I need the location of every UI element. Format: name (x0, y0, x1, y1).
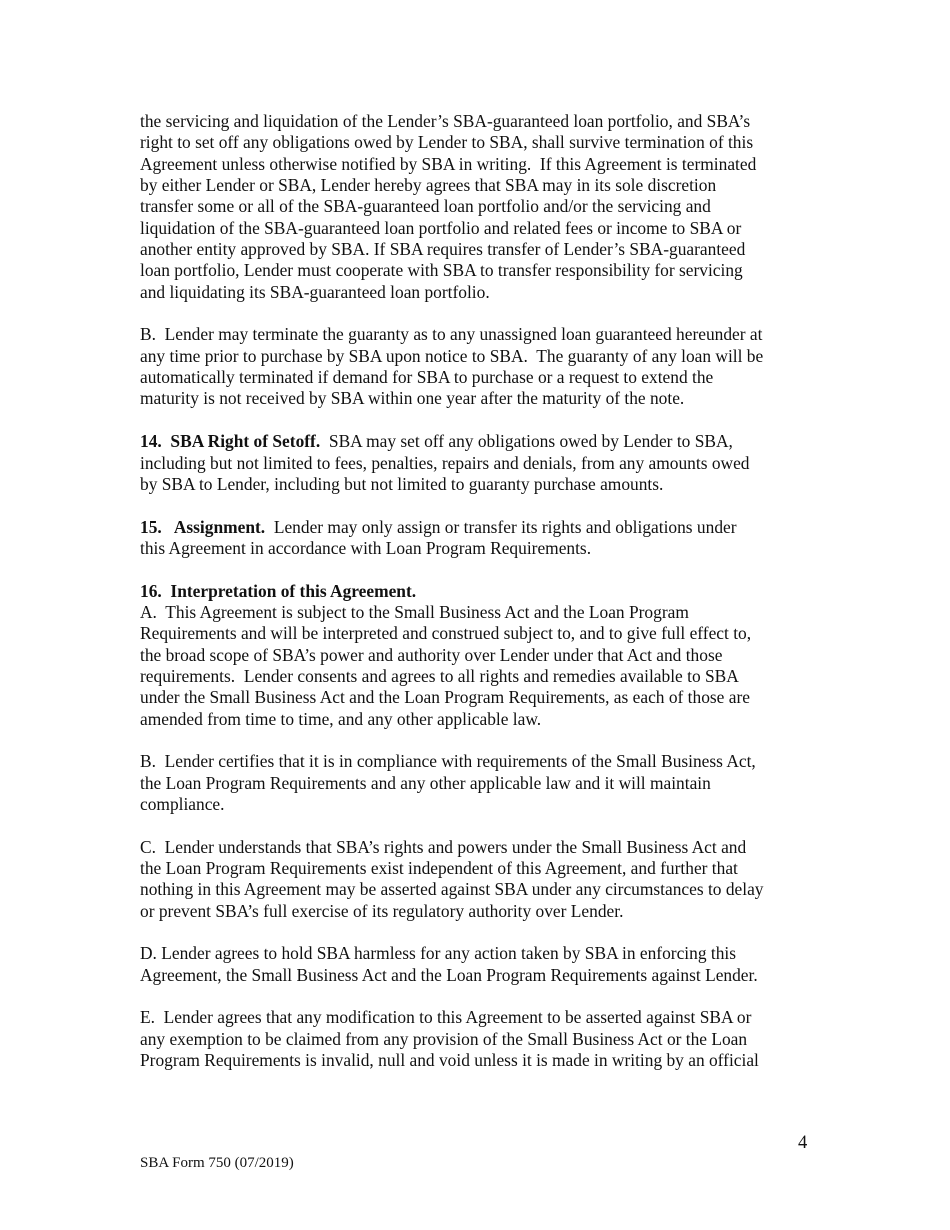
paragraph-gap (140, 559, 820, 580)
paragraph-gap (140, 922, 820, 943)
paragraph-continuation: the servicing and liquidation of the Lender’s SBA-guaranteed loan portfolio, and SBA’s right to set off any obligations owed by Lender to SBA, shall survive termination of this Agreement unless otherwise notified by SBA in writing. If this Agreement is terminated by either Lender or SBA, Lender hereby agrees that SBA may in its sole discretion transfer some or all of the SBA-guaranteed loan portfolio and/or the servicing and liquidation of the SBA-guaranteed loan portfolio and related fees or income to SBA or another entity approved by SBA. If SBA requires transfer of Lender’s SBA-guaranteed loan portfolio, Lender must cooperate with SBA to transfer responsibility for servicing and liquidating its SBA-guaranteed loan portfolio. (140, 111, 757, 302)
section-16-a: A. This Agreement is subject to the Small Business Act and the Loan Program Requirements and will be interpreted and construed subject to, and to give full effect to, the broad scope of SBA’s power and authority over Lender under that Act and those requirements. Lender consents and agrees to all rights and remedies available to SBA under the Small Business Act and the Loan Program Requirements, as each of those are amended from time to time, and any other applicable law. (140, 601, 752, 729)
section-16-e: E. Lender agrees that any modification to this Agreement to be asserted against SBA or any exemption to be claimed from any provision of the Small Business Act or the Loan Program Requirements is invalid, null and void unless it is made in writing by an official (140, 1007, 759, 1071)
page-number: 4 (798, 1133, 808, 1153)
paragraph-gap (140, 410, 820, 431)
document-body (140, 111, 820, 1071)
paragraph-termination-b: B. Lender may terminate the guaranty as to any unassigned loan guaranteed hereunder at any time prior to purchase by SBA upon notice to SBA. The guaranty of any loan will be automatically terminated if demand for SBA to purchase or a request to extend the maturity is not received by SBA within one year after the maturity of the note. (140, 324, 764, 409)
paragraph-gap (140, 495, 820, 516)
section-14-text: SBA may set off any obligations owed by Lender to SBA, including but not limited to fees, penalties, repairs and denials, from any amounts owed by SBA to Lender, including but not limited to guaranty purchase amounts. (140, 431, 750, 494)
section-16-d: D. Lender agrees to hold SBA harmless for any action taken by SBA in enforcing this Agreement, the Small Business Act and the Loan Program Requirements against Lender. (140, 943, 758, 985)
section-15-text: Lender may only assign or transfer its rights and obligations under this Agreement in accordance with Loan Program Requirements. (140, 516, 737, 558)
section-15 (140, 517, 820, 560)
paragraph-gap (140, 303, 820, 324)
section-16-c: C. Lender understands that SBA’s rights and powers under the Small Business Act and the Loan Program Requirements exist independent of this Agreement, and further that nothing in this Agreement may be asserted against SBA under any circumstances to delay or prevent SBA’s full exercise of its regulatory authority over Lender. (140, 836, 764, 921)
section-14 (140, 431, 820, 495)
form-footer: SBA Form 750 (07/2019) (140, 1155, 294, 1171)
section-14-heading: 14. SBA Right of Setoff. (140, 431, 321, 452)
paragraph-gap (140, 986, 820, 1007)
paragraph-gap (140, 730, 820, 751)
section-15-heading: 15. Assignment. (140, 516, 266, 537)
section-16-b: B. Lender certifies that it is in compliance with requirements of the Small Business Act, the Loan Program Requirements and any other applicable law and it will maintain compliance. (140, 751, 756, 814)
paragraph-gap (140, 815, 820, 836)
section-16-heading: 16. Interpretation of this Agreement. (140, 580, 417, 601)
